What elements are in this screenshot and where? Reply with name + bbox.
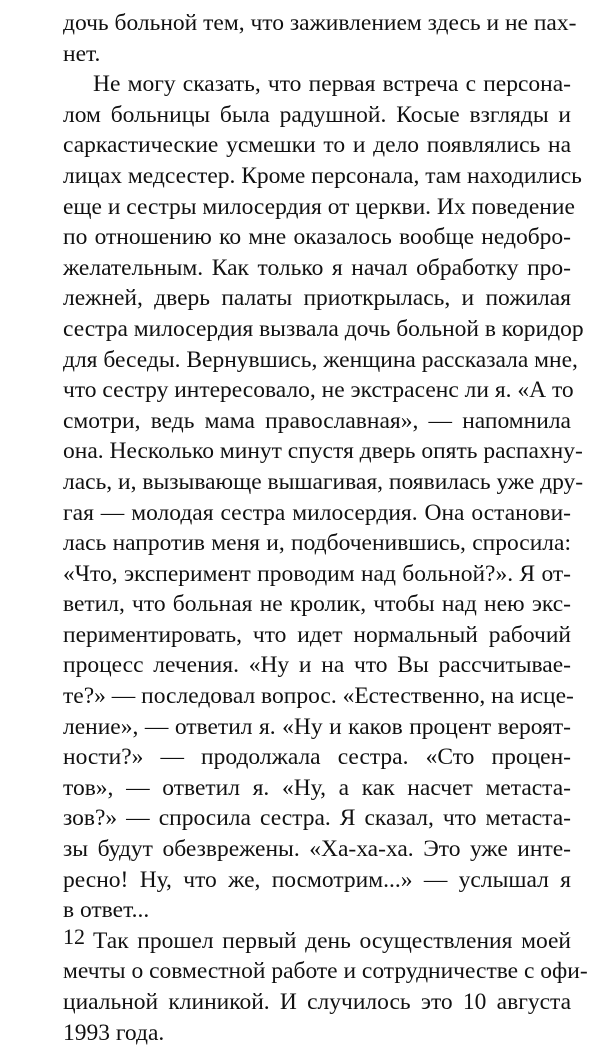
text-line: гая — молодая сестра милосердия. Она останови- — [63, 499, 571, 526]
text-line: для беседы. Вернувшись, женщина рассказала мне, — [63, 346, 578, 373]
text-line: в ответ... — [63, 897, 150, 924]
page-number: 12 — [63, 924, 85, 949]
text-line: ресно! Ну, что же, посмотрим...» — услышал я — [63, 866, 571, 893]
text-line: смотри, ведь мама православная», — напомнила — [63, 407, 571, 434]
text-line: желательным. Как только я начал обработку про- — [63, 254, 571, 281]
text-line: «Что, эксперимент проводим над больной?». Я от- — [63, 560, 571, 587]
text-line: ление», — ответил я. «Ну и каков процент вероят- — [63, 713, 571, 740]
text-line: саркастические усмешки то и дело появлялись на — [63, 132, 571, 159]
text-line: те?» — последовал вопрос. «Естественно, на исце- — [63, 683, 574, 710]
body-text — [63, 8, 588, 1048]
text-line: зы будут обезврежены. «Ха-ха-ха. Это уже инте- — [63, 836, 571, 863]
paragraph — [63, 69, 584, 926]
text-line: Не могу сказать, что первая встреча с персона- — [93, 71, 571, 98]
text-line: лежней, дверь палаты приоткрылась, и пожилая — [63, 285, 571, 312]
text-line: лицах медсестер. Кроме персонала, там находились — [63, 162, 582, 189]
text-line: ности?» — продолжала сестра. «Сто процен- — [63, 744, 571, 771]
text-line: она. Несколько минут спустя дверь опять распахну- — [63, 438, 583, 465]
text-line: 1993 года. — [63, 1019, 165, 1046]
text-line: Так прошел первый день осуществления моей — [93, 927, 571, 954]
text-line: дочь больной тем, что заживлением здесь и не пах- — [63, 10, 577, 36]
text-line: по отношению ко мне оказалось вообще недобро- — [63, 224, 571, 251]
text-line: еще и сестры милосердия от церкви. Их поведение — [63, 193, 575, 220]
text-line: лом больницы была радушной. Косые взгляды и — [63, 101, 571, 128]
text-line: что сестру интересовало, не экстрасенс ли я. «А то — [63, 377, 574, 404]
text-line: тов», — ответил я. «Ну, а как насчет метаста- — [63, 774, 571, 801]
text-line: периментировать, что идет нормальный рабочий — [63, 621, 571, 648]
text-line: сестра милосердия вызвала дочь больной в коридор — [63, 315, 584, 342]
text-line: ветил, что больная не кролик, чтобы над нею экс- — [63, 591, 571, 618]
text-line: процесс лечения. «Ну и на что Вы рассчитывае- — [63, 652, 571, 679]
paragraph — [63, 8, 577, 69]
text-line: нет. — [63, 40, 101, 67]
text-line: лась напротив меня и, подбоченившись, спросила: — [63, 530, 571, 557]
text-line: лась, и, вызывающе вышагивая, появилась уже дру- — [63, 468, 584, 495]
text-line: циальной клиникой. И случилось это 10 августа — [63, 989, 571, 1015]
paragraph — [63, 926, 588, 1048]
text-line: мечты о совместной работе и сотрудничестве с офи- — [63, 958, 588, 985]
text-line: зов?» — спросила сестра. Я сказал, что метаста- — [63, 805, 571, 832]
